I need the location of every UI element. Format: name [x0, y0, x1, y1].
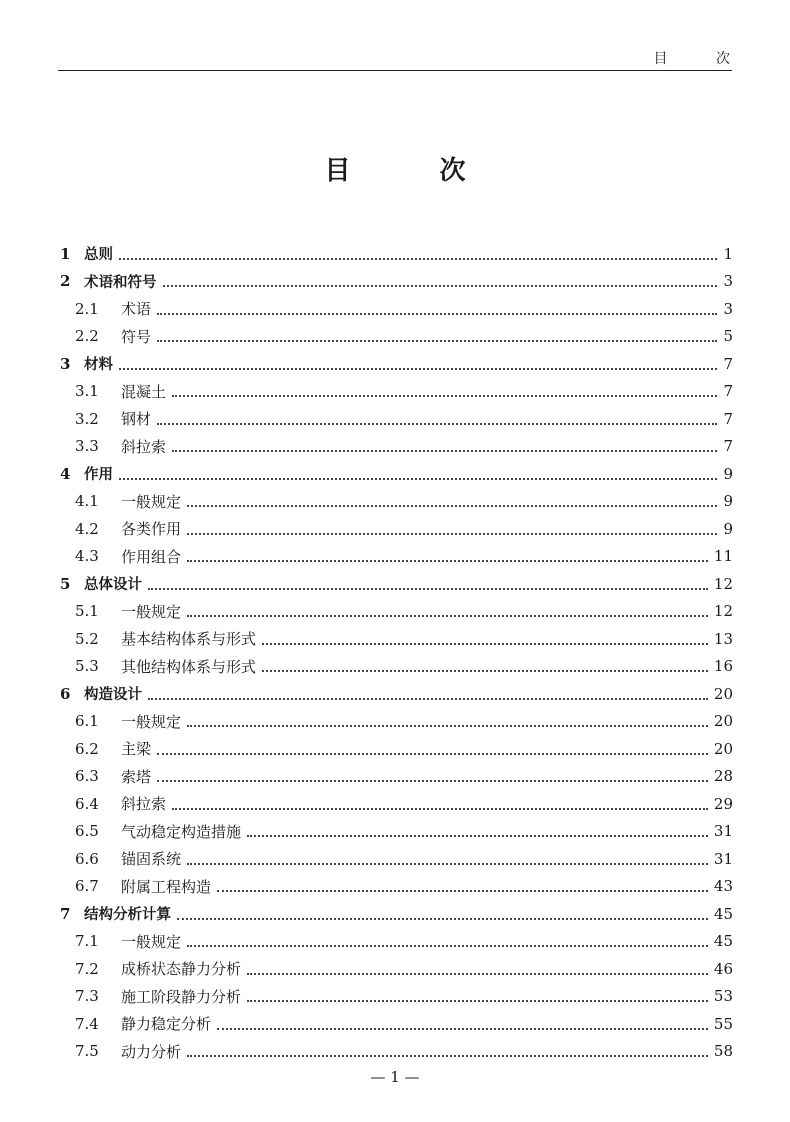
toc-entry-title: 气动稳定构造措施 [121, 822, 242, 841]
toc-chapter-entry[interactable] [58, 460, 733, 488]
toc-entry-title: 构造设计 [84, 687, 142, 704]
toc-entry-number: 6.3 [75, 767, 99, 786]
toc-entry-page: 45 [713, 904, 733, 923]
toc-entry-number: 7 [60, 904, 71, 923]
toc-section-entry[interactable] [58, 543, 733, 571]
toc-leader-dots [217, 1024, 708, 1030]
toc-section-entry[interactable] [58, 295, 733, 323]
toc-section-entry[interactable] [58, 763, 733, 791]
toc-entry-number: 6.1 [75, 712, 99, 731]
toc-entry-page: 31 [713, 822, 733, 841]
toc-leader-dots [157, 309, 717, 315]
running-title: 目 次 [653, 51, 752, 67]
toc-leader-dots [262, 639, 708, 645]
toc-leader-dots [172, 446, 717, 452]
toc-leader-dots [187, 941, 708, 947]
toc-section-entry[interactable] [58, 873, 733, 901]
toc-entry-number: 7.1 [75, 932, 99, 951]
toc-section-entry[interactable] [58, 405, 733, 433]
toc-entry-page: 9 [723, 519, 733, 538]
toc-chapter-entry[interactable] [58, 900, 733, 928]
toc-entry-title: 结构分析计算 [84, 907, 171, 924]
toc-entry-title: 符号 [121, 327, 152, 346]
toc-entry-title: 静力稳定分析 [121, 1015, 212, 1034]
toc-leader-dots [119, 474, 717, 480]
toc-entry-title: 其他结构体系与形式 [121, 657, 257, 676]
toc-entry-title: 动力分析 [121, 1042, 182, 1061]
toc-section-entry[interactable] [58, 378, 733, 406]
toc-leader-dots [247, 831, 708, 837]
toc-entry-title: 术语 [121, 300, 152, 319]
toc-entry-title: 基本结构体系与形式 [121, 630, 257, 649]
toc-entry-title: 斜拉索 [121, 795, 167, 814]
toc-entry-title: 施工阶段静力分析 [121, 987, 242, 1006]
toc-leader-dots [187, 529, 717, 535]
toc-entry-page: 20 [713, 684, 733, 703]
toc-entry-page: 1 [723, 244, 733, 263]
toc-entry-title: 一般规定 [121, 492, 182, 511]
toc-chapter-entry[interactable] [58, 350, 733, 378]
toc-entry-number: 7.3 [75, 987, 99, 1006]
toc-leader-dots [148, 584, 708, 590]
toc-entry-page: 11 [713, 547, 733, 566]
toc-section-entry[interactable] [58, 488, 733, 516]
toc-leader-dots [177, 914, 708, 920]
toc-entry-title: 一般规定 [121, 602, 182, 621]
toc-leader-dots [172, 804, 708, 810]
toc-entry-number: 7.5 [75, 1042, 99, 1061]
toc-leader-dots [148, 694, 708, 700]
toc-entry-page: 12 [713, 574, 733, 593]
toc-entry-page: 7 [723, 409, 733, 428]
toc-entry-number: 1 [60, 244, 71, 263]
toc-entry-number: 7.2 [75, 959, 99, 978]
toc-chapter-entry[interactable] [58, 240, 733, 268]
toc-section-entry[interactable] [58, 323, 733, 351]
toc-entry-title: 混凝土 [121, 382, 167, 401]
toc-leader-dots [217, 886, 708, 892]
toc-entry-title: 成桥状态静力分析 [121, 960, 242, 979]
toc-entry-title: 钢材 [121, 410, 152, 429]
page-number: — 1 — [370, 1068, 420, 1086]
toc-entry-number: 2 [60, 272, 71, 291]
toc-section-entry[interactable] [58, 983, 733, 1011]
toc-chapter-entry[interactable] [58, 268, 733, 296]
toc-entry-page: 20 [713, 739, 733, 758]
toc-entry-number: 6.2 [75, 739, 99, 758]
toc-entry-title: 术语和符号 [84, 274, 157, 291]
toc-entry-page: 43 [713, 877, 733, 896]
toc-entry-number: 6.7 [75, 877, 99, 896]
toc-entry-number: 6.4 [75, 794, 99, 813]
toc-chapter-entry[interactable] [58, 680, 733, 708]
toc-entry-number: 5.3 [75, 657, 99, 676]
toc-leader-dots [262, 666, 708, 672]
toc-entry-number: 2.2 [75, 327, 99, 346]
toc-entry-number: 3.2 [75, 409, 99, 428]
page-title: 目 次 [324, 156, 506, 186]
toc-section-entry[interactable] [58, 653, 733, 681]
toc-entry-number: 5 [60, 574, 71, 593]
toc-leader-dots [157, 749, 708, 755]
toc-entry-number: 2.1 [75, 299, 99, 318]
toc-chapter-entry[interactable] [58, 570, 733, 598]
toc-section-entry[interactable] [58, 708, 733, 736]
toc-leader-dots [187, 611, 708, 617]
toc-entry-number: 7.4 [75, 1014, 99, 1033]
toc-entry-page: 9 [723, 492, 733, 511]
toc-entry-title: 主梁 [121, 740, 152, 759]
toc-section-entry[interactable] [58, 818, 733, 846]
toc-leader-dots [247, 996, 708, 1002]
toc-leader-dots [157, 776, 708, 782]
toc-entry-number: 5.2 [75, 629, 99, 648]
toc-entry-title: 材料 [84, 357, 113, 374]
toc-leader-dots [187, 1051, 708, 1057]
toc-entry-page: 9 [723, 464, 733, 483]
toc-entry-title: 作用组合 [121, 547, 182, 566]
toc-entry-page: 31 [713, 849, 733, 868]
toc-entry-title: 总则 [84, 247, 113, 264]
toc-section-entry[interactable] [58, 845, 733, 873]
toc-entry-number: 4.1 [75, 492, 99, 511]
toc-entry-title: 各类作用 [121, 520, 182, 539]
toc-entry-title: 斜拉索 [121, 437, 167, 456]
toc-section-entry[interactable] [58, 790, 733, 818]
toc-entry-title: 一般规定 [121, 932, 182, 951]
toc-leader-dots [163, 281, 718, 287]
toc-entry-page: 53 [713, 987, 733, 1006]
toc-entry-page: 20 [713, 712, 733, 731]
table-of-contents [58, 240, 733, 1065]
toc-section-entry[interactable] [58, 433, 733, 461]
toc-section-entry[interactable] [58, 515, 733, 543]
toc-entry-number: 4.3 [75, 547, 99, 566]
toc-entry-page: 7 [723, 354, 733, 373]
toc-entry-page: 7 [723, 382, 733, 401]
toc-leader-dots [247, 969, 708, 975]
toc-leader-dots [119, 254, 717, 260]
toc-entry-page: 28 [713, 767, 733, 786]
toc-entry-page: 5 [723, 327, 733, 346]
toc-entry-number: 6 [60, 684, 71, 703]
running-header [58, 48, 752, 71]
toc-entry-page: 3 [723, 299, 733, 318]
toc-leader-dots [187, 859, 708, 865]
toc-leader-dots [187, 721, 708, 727]
toc-entry-number: 6.5 [75, 822, 99, 841]
toc-entry-number: 4.2 [75, 519, 99, 538]
toc-section-entry[interactable] [58, 598, 733, 626]
toc-entry-title: 总体设计 [84, 577, 142, 594]
toc-section-entry[interactable] [58, 1010, 733, 1038]
toc-entry-page: 55 [713, 1014, 733, 1033]
toc-entry-number: 6.6 [75, 849, 99, 868]
toc-leader-dots [157, 419, 717, 425]
toc-leader-dots [187, 501, 717, 507]
toc-section-entry[interactable] [58, 1038, 733, 1066]
toc-entry-page: 3 [723, 272, 733, 291]
toc-section-entry[interactable] [58, 625, 733, 653]
toc-entry-number: 3.1 [75, 382, 99, 401]
toc-entry-page: 12 [713, 602, 733, 621]
toc-entry-number: 5.1 [75, 602, 99, 621]
toc-entry-number: 3 [60, 354, 71, 373]
toc-entry-page: 46 [713, 959, 733, 978]
toc-leader-dots [119, 364, 717, 370]
toc-leader-dots [187, 556, 708, 562]
toc-entry-title: 索塔 [121, 767, 152, 786]
toc-leader-dots [157, 336, 717, 342]
toc-entry-number: 4 [60, 464, 71, 483]
toc-section-entry[interactable] [58, 928, 733, 956]
toc-entry-page: 13 [713, 629, 733, 648]
toc-entry-title: 作用 [84, 467, 113, 484]
toc-entry-title: 一般规定 [121, 712, 182, 731]
toc-entry-page: 58 [713, 1042, 733, 1061]
toc-leader-dots [172, 391, 717, 397]
toc-entry-page: 16 [713, 657, 733, 676]
toc-entry-page: 29 [713, 794, 733, 813]
toc-section-entry[interactable] [58, 955, 733, 983]
toc-entry-page: 7 [723, 437, 733, 456]
toc-section-entry[interactable] [58, 735, 733, 763]
toc-entry-title: 锚固系统 [121, 850, 182, 869]
toc-entry-number: 3.3 [75, 437, 99, 456]
toc-entry-title: 附属工程构造 [121, 877, 212, 896]
toc-entry-page: 45 [713, 932, 733, 951]
